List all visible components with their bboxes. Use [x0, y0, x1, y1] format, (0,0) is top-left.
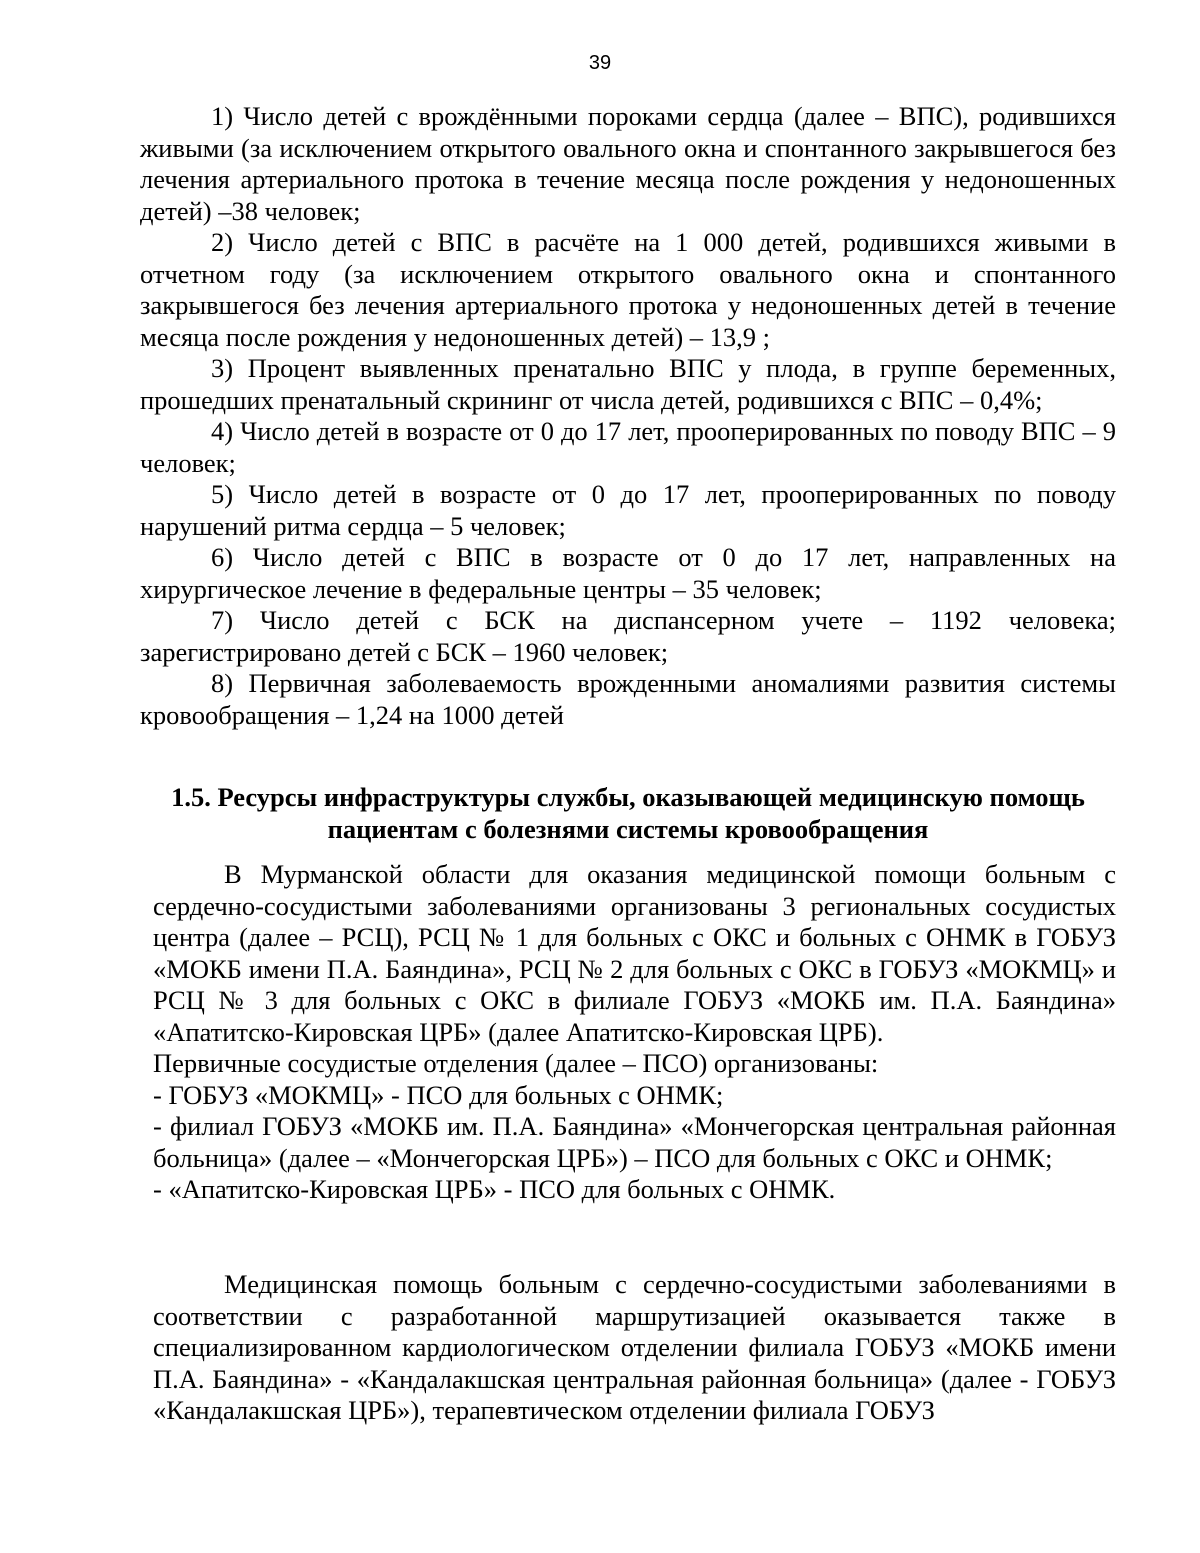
list-item: 6) Число детей с ВПС в возрасте от 0 до 17 лет, направленных на хирургическое лечение в федеральные центры – 35 человек; [140, 542, 1116, 604]
pso-intro: Первичные сосудистые отделения (далее – ПСО) организованы: [153, 1048, 879, 1078]
closing-section [153, 1269, 1116, 1427]
list-item: 3) Процент выявленных пренатально ВПС у плода, в группе беременных, прошедших пренатальный скрининг от числа детей, родившихся с ВПС – 0,4%; [140, 353, 1116, 415]
indicator-list [140, 101, 1116, 731]
list-item: 5) Число детей в возрасте от 0 до 17 лет, прооперированных по поводу нарушений ритма сердца – 5 человек; [140, 479, 1116, 541]
list-item: 8) Первичная заболеваемость врожденными аномалиями развития системы кровообращения – 1,24 на 1000 детей [140, 668, 1116, 730]
section-heading: 1.5. Ресурсы инфраструктуры службы, оказывающей медицинскую помощь пациентам с болезнями системы кровообращения [171, 782, 1085, 844]
section-body [153, 859, 1116, 1206]
list-item: 4) Число детей в возрасте от 0 до 17 лет, прооперированных по поводу ВПС – 9 человек; [140, 416, 1116, 478]
list-item: 1) Число детей с врождёнными пороками сердца (далее – ВПС), родившихся живыми (за исключением открытого овального окна и спонтанного закрывшегося без лечения артериального протока в течение месяца после рождения у недоношенных детей) –38 человек; [140, 101, 1116, 226]
pso-list-item: - ГОБУЗ «МОКМЦ» - ПСО для больных с ОНМК; [153, 1079, 724, 1110]
page-number: 39 [588, 52, 612, 74]
intro-paragraph: В Мурманской области для оказания медицинской помощи больным с сердечно-сосудистыми заболеваниями организованы 3 региональных сосудистых центра (далее – РСЦ), РСЦ № 1 для больных с ОКС и больных с ОНМК в ГОБУЗ «МОКБ имени П.А. Баяндина», РСЦ № 2 для больных с ОКС в ГОБУЗ «МОКМЦ» и РСЦ № 3 для больных с ОКС в филиале ГОБУЗ «МОКБ им. П.А. Баяндина» «Апатитско-Кировская ЦРБ» (далее Апатитско-Кировская ЦРБ). [153, 859, 1116, 1047]
pso-list-item: - филиал ГОБУЗ «МОКБ им. П.А. Баяндина» «Мончегорская центральная районная больница» (далее – «Мончегорская ЦРБ») – ПСО для больных с ОКС и ОНМК; [153, 1111, 1116, 1173]
closing-paragraph: Медицинская помощь больным с сердечно-сосудистыми заболеваниями в соответствии с разработанной маршрутизацией оказывается также в специализированном кардиологическом отделении филиала ГОБУЗ «МОКБ имени П.А. Баяндина» - «Кандалакшская центральная районная больница» (далее - ГОБУЗ «Кандалакшская ЦРБ»), терапевтическом отделении филиала ГОБУЗ [153, 1269, 1116, 1425]
pso-list-item: - «Апатитско-Кировская ЦРБ» - ПСО для больных с ОНМК. [153, 1174, 836, 1204]
list-item: 2) Число детей с ВПС в расчёте на 1 000 детей, родившихся живыми в отчетном году (за исключением открытого овального окна и спонтанного закрывшегося без лечения артериального протока у недоношенных детей в течение месяца после рождения у недоношенных детей) – 13,9 ; [140, 227, 1116, 352]
list-item: 7) Число детей с БСК на диспансерном учете – 1192 человека; зарегистрировано детей с БСК – 1960 человек; [140, 605, 1116, 667]
